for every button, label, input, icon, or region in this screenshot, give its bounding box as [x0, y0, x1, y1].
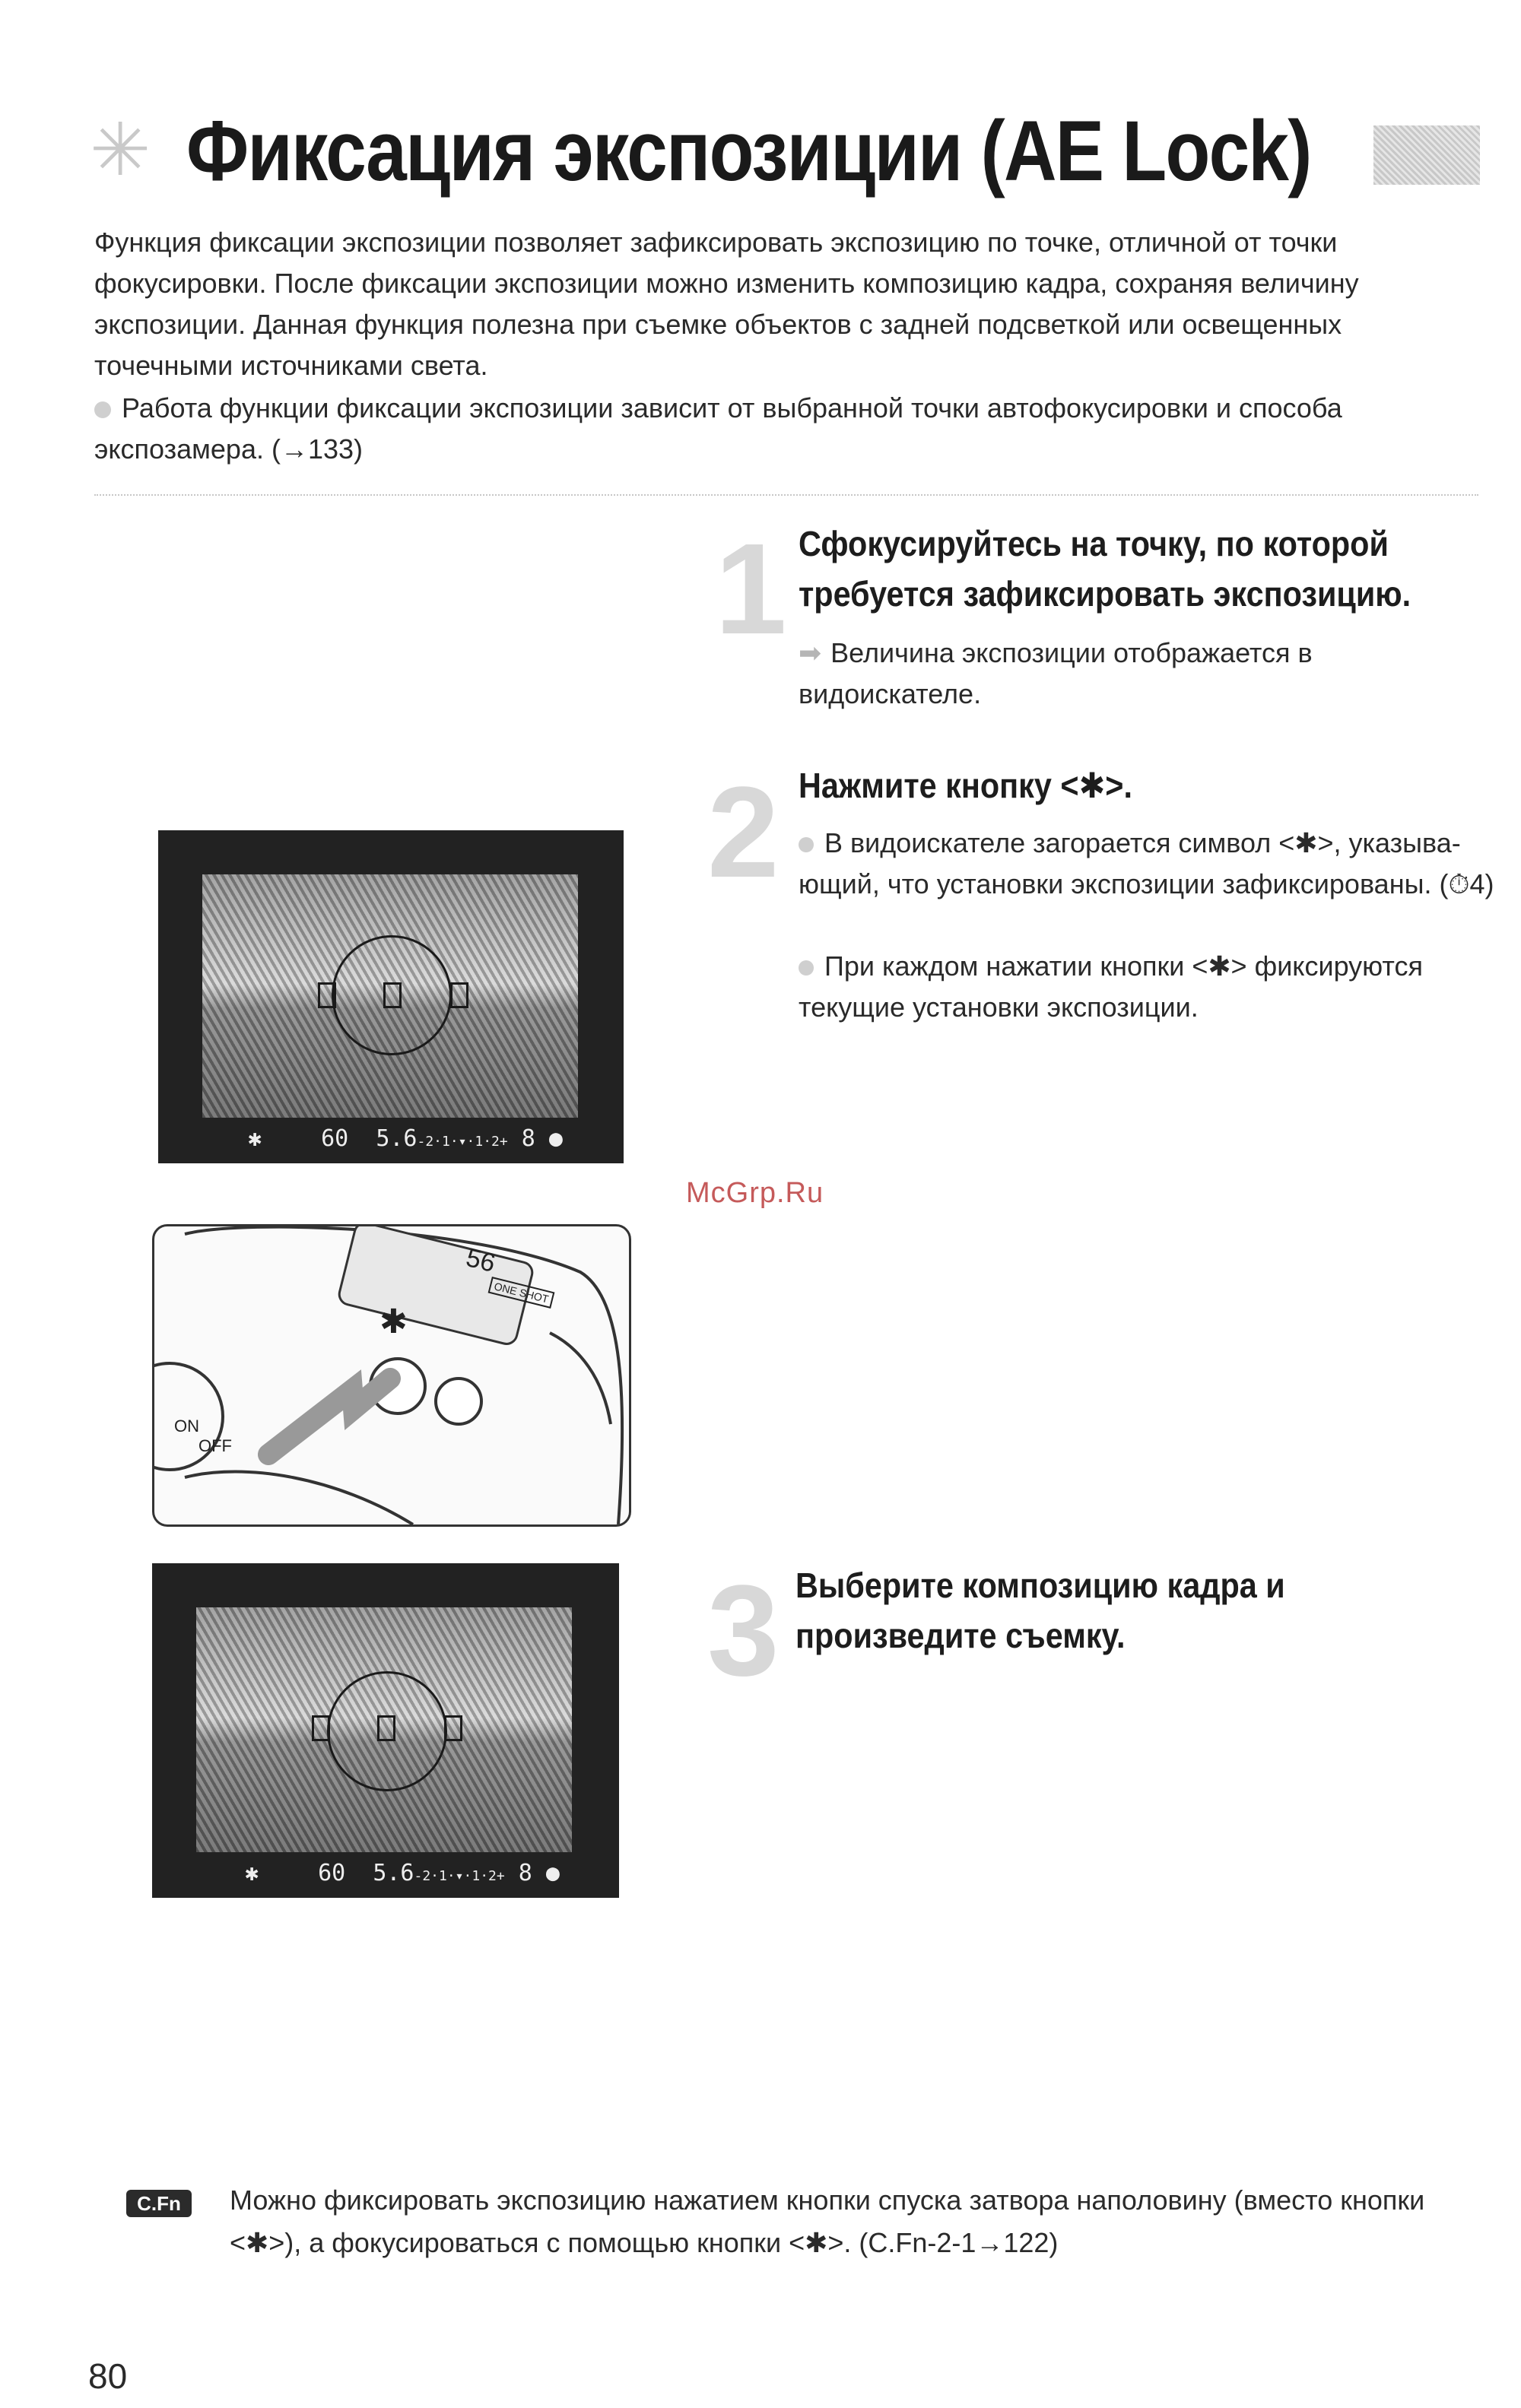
step-2-item-1-text: В видоискателе загорается символ <✱>, указывающий, что установки экспозиции зафиксированы. (⏱4) — [799, 827, 1494, 899]
viewfinder-info — [248, 1125, 563, 1152]
title-star-icon: ✳ — [90, 109, 151, 191]
intro-note-text: Работа функции фиксации экспозиции зависит от выбранной точки автофокусировки и способа экспозамера. (→133) — [94, 392, 1342, 465]
viewfinder-info — [245, 1860, 560, 1886]
bullet-icon — [94, 401, 111, 418]
section-divider — [94, 494, 1478, 496]
step-2-item-1 — [799, 823, 1498, 905]
shutter-speed: 60 — [321, 1125, 349, 1152]
step-2-number: 2 — [707, 760, 780, 905]
bullet-icon — [799, 960, 814, 976]
shots-remaining: 8 — [518, 1860, 532, 1886]
lcd-mode: ONE SHOT — [488, 1277, 555, 1309]
dial-off-label: OFF — [198, 1436, 232, 1455]
af-point — [383, 982, 402, 1008]
step-2-item-2 — [799, 946, 1498, 1028]
lcd-value: 56 — [463, 1243, 498, 1279]
focus-confirm-icon: ● — [548, 1125, 563, 1152]
camera-illustration — [152, 1224, 631, 1527]
exposure-scale: -2·1·▾·1·2+ — [417, 1134, 508, 1150]
intro-paragraph: Функция фиксации экспозиции позволяет зафиксировать экспозицию по точке, отличной от точки фокусировки. После фиксации экспозиции можно изменить композицию кадра, сохраняя величину экспозиции. Данная функция полезна при съемке объектов с задней подсветкой или освещенных точечными источниками света. — [94, 227, 1359, 381]
step-2-heading: Нажмите кнопку <✱>. — [799, 766, 1132, 805]
watermark: McGrp.Ru — [686, 1177, 824, 1209]
intro-note — [94, 388, 1478, 470]
step-3-heading: Выберите композицию кадра и произведите съемку. — [795, 1566, 1285, 1655]
af-point — [312, 1715, 330, 1741]
ae-lock-button-label: ✱ — [379, 1303, 408, 1340]
page-title: Фиксация экспозиции (AE Lock) — [186, 103, 1311, 198]
bullet-icon — [799, 837, 814, 852]
arrow-bullet-icon: ➡ — [799, 637, 822, 668]
step-3-number: 3 — [707, 1559, 780, 1703]
viewfinder-image-2 — [152, 1563, 619, 1898]
camera-drawing — [154, 1226, 629, 1524]
af-point — [377, 1715, 395, 1741]
step-1-number: 1 — [715, 517, 787, 661]
aperture-value: 5.6 — [373, 1860, 414, 1886]
shots-remaining: 8 — [521, 1125, 535, 1152]
cfn-note: Можно фиксировать экспозицию нажатием кнопки спуска затвора наполовину (вместо кнопки <✱>), а фокусироваться с помощью кнопки <✱>. (C.Fn-2-1→122) — [230, 2184, 1425, 2258]
ae-lock-icon: ✱ — [248, 1125, 262, 1152]
cfn-badge: C.Fn — [126, 2190, 192, 2217]
step-1-item-text: Величина экспозиции отображается в видоискателе. — [799, 637, 1313, 709]
af-point — [444, 1715, 462, 1741]
step-1-item — [799, 633, 1498, 715]
af-point — [450, 982, 468, 1008]
af-point — [318, 982, 336, 1008]
title-decorative-bar — [1373, 125, 1480, 185]
exposure-scale: -2·1·▾·1·2+ — [414, 1868, 505, 1884]
shutter-speed: 60 — [318, 1860, 346, 1886]
step-2-item-2-text: При каждом нажатии кнопки <✱> фиксируются текущие установки экспозиции. — [799, 950, 1423, 1023]
page-number: 80 — [88, 2356, 128, 2396]
aperture-value: 5.6 — [376, 1125, 418, 1152]
dial-on-label: ON — [174, 1417, 199, 1436]
ae-lock-icon: ✱ — [245, 1860, 259, 1886]
step-1-heading: Сфокусируйтесь на точку, по которой требуется зафиксировать экспозицию. — [799, 524, 1411, 614]
viewfinder-image-1 — [158, 830, 624, 1163]
focus-confirm-icon: ● — [545, 1860, 560, 1886]
